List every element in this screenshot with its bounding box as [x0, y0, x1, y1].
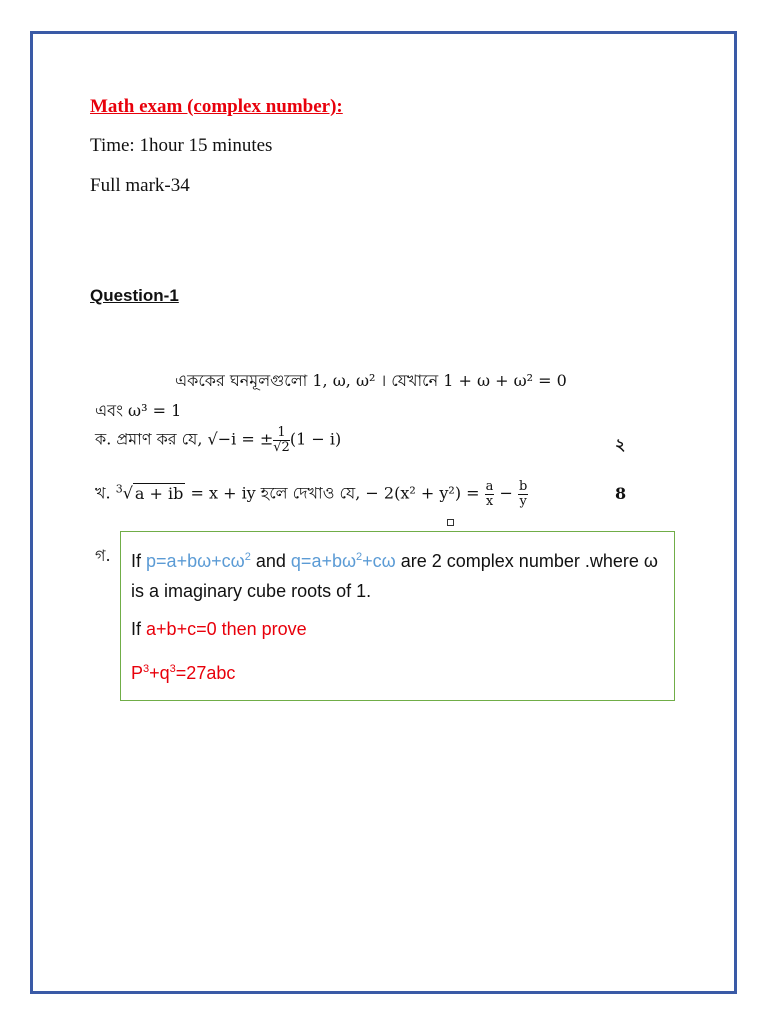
item-b-fraction-1	[485, 480, 495, 508]
scan-item-a	[95, 426, 341, 454]
q-expr-sup: 2	[356, 551, 363, 563]
item-b-mark: 8	[615, 484, 627, 503]
scan-item-b	[95, 480, 528, 508]
q-expression	[291, 551, 396, 571]
item-b-root-index: 3	[115, 482, 123, 496]
answer-statement	[131, 546, 664, 606]
result-tail: =27abc	[175, 663, 236, 683]
item-b-radicand: a + ib	[134, 483, 184, 503]
exam-time: Time: 1hour 15 minutes	[90, 135, 273, 156]
q-expr-a: q=a+bω	[290, 551, 357, 571]
exam-title: Math exam (complex number):	[90, 96, 343, 117]
item-a-suffix: (1 − i)	[289, 429, 342, 449]
if-word-2: If	[131, 619, 142, 639]
result-p: P	[131, 663, 144, 683]
q-expr-b: +cω	[362, 551, 396, 571]
item-b-middle: = x + iy হলে দেখাও যে, − 2(x² + y²) =	[190, 483, 480, 503]
item-b-frac1-num: a	[485, 479, 494, 494]
item-b-frac2-num: b	[519, 479, 528, 494]
exam-full-mark: Full mark-34	[90, 175, 190, 196]
p-expr-sup: 2	[244, 551, 251, 563]
item-c-prefix: গ.	[95, 546, 111, 565]
result-q: +q	[149, 663, 170, 683]
scan-line-1: এককের ঘনমূলগুলো 1, ω, ω² । যেখানে 1 + ω + ω² = 0	[175, 371, 567, 390]
question-heading: Question-1	[90, 286, 179, 305]
root-sign-icon: √	[122, 483, 133, 503]
result-line	[131, 658, 664, 688]
statement-rest: are 2 complex number .where ω is a imaginary cube roots of 1.	[131, 551, 658, 601]
item-b-fraction-2	[518, 480, 528, 508]
condition-text: a+b+c=0 then prove	[146, 619, 307, 639]
result-p-sup: 3	[143, 663, 150, 675]
and-word: and	[255, 551, 286, 571]
answer-textbox	[120, 531, 675, 701]
result-q-sup: 3	[169, 663, 176, 675]
item-b-frac1-den: x	[485, 493, 494, 509]
item-b-frac2-den: y	[519, 493, 527, 509]
p-expr-text: p=a+bω+cω	[146, 551, 245, 571]
p-expression	[146, 551, 251, 571]
condition-line	[131, 614, 664, 644]
item-a-fraction	[273, 426, 290, 454]
item-b-minus: −	[499, 483, 513, 503]
item-a-frac-den: √2	[273, 439, 290, 455]
if-word-1: If	[131, 551, 142, 571]
scan-line-2: এবং ω³ = 1	[95, 401, 182, 420]
item-a-prefix: ক. প্রমাণ কর যে, √−i = ±	[95, 429, 274, 449]
small-square-marker	[447, 519, 454, 526]
item-a-frac-num: 1	[273, 426, 290, 441]
item-b-prefix: খ.	[95, 483, 111, 503]
item-a-mark: ২	[615, 435, 626, 454]
